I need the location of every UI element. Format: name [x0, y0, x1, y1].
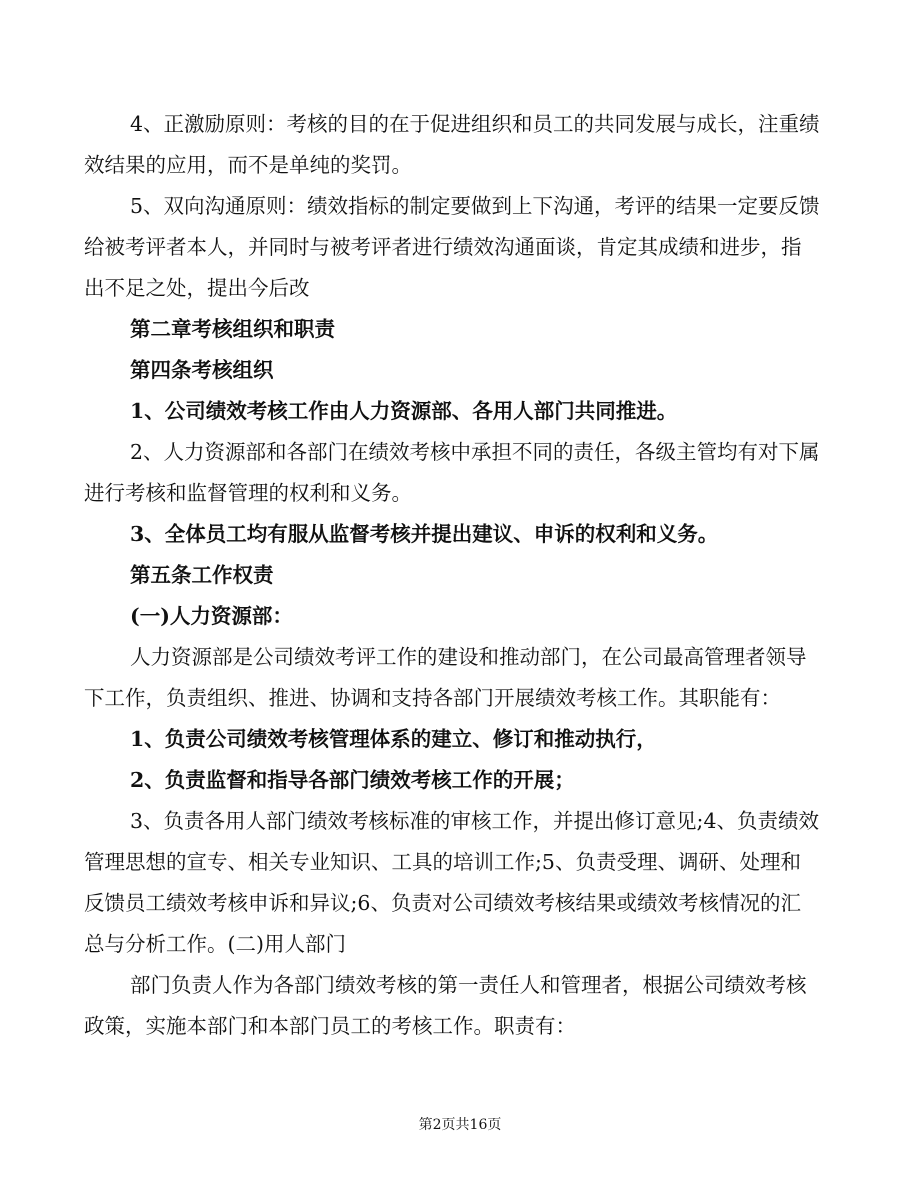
- para-1-line-2: 效结果的应用，而不是单纯的奖罚。: [84, 153, 412, 177]
- hr-duty-3-line-2: 管理思想的宣专、相关专业知识、工具的培训工作;5、负责受理、调研、处理和: [84, 850, 801, 874]
- hr-desc-line-1: 人力资源部是公司绩效考评工作的建设和推动部门，在公司最高管理者领导: [130, 645, 807, 669]
- para-item-2-line-2: 进行考核和监督管理的权利和义务。: [84, 481, 412, 505]
- para-2-line-3: 出不足之处，提出今后改: [84, 276, 310, 300]
- hr-duty-3-line-3: 反馈员工绩效考核申诉和异议;6、负责对公司绩效考核结果或绩效考核情况的汇: [84, 891, 801, 915]
- hr-desc-line-2: 下工作，负责组织、推进、协调和支持各部门开展绩效考核工作。其职能有：: [84, 686, 781, 710]
- item-1-bold: 1、公司绩效考核工作由人力资源部、各用人部门共同推进。: [130, 399, 678, 423]
- article-4-heading: 第四条考核组织: [130, 358, 274, 382]
- dept-desc-line-1: 部门负责人作为各部门绩效考核的第一责任人和管理者，根据公司绩效考核: [130, 973, 807, 997]
- item-3-bold: 3、全体员工均有服从监督考核并提出建议、申诉的权利和义务。: [130, 522, 719, 546]
- page-number-footer: 第2页共16页: [418, 1117, 502, 1133]
- dept-desc-line-2: 政策，实施本部门和本部门员工的考核工作。职责有：: [84, 1014, 576, 1038]
- hr-duty-1: 1、负责公司绩效考核管理体系的建立、修订和推动执行，: [130, 727, 657, 751]
- chapter-heading: 第二章考核组织和职责: [130, 317, 335, 341]
- para-item-2-line-1: 2、人力资源部和各部门在绩效考核中承担不同的责任，各级主管均有对下属: [130, 440, 820, 464]
- para-2-line-1: 5、双向沟通原则：绩效指标的制定要做到上下沟通，考评的结果一定要反馈: [130, 194, 820, 218]
- article-5-heading: 第五条工作权责: [130, 563, 274, 587]
- hr-duty-3-line-4: 总与分析工作。(二)用人部门: [84, 932, 346, 956]
- para-1-line-1: 4、正激励原则：考核的目的在于促进组织和员工的共同发展与成长，注重绩: [130, 112, 820, 136]
- hr-duty-3-line-1: 3、负责各用人部门绩效考核标准的审核工作，并提出修订意见;4、负责绩效: [130, 809, 819, 833]
- para-2-line-2: 给被考评者本人，并同时与被考评者进行绩效沟通面谈，肯定其成绩和进步，指: [84, 235, 802, 259]
- hr-duty-2: 2、负责监督和指导各部门绩效考核工作的开展；: [130, 768, 575, 792]
- hr-dept-heading: (一)人力资源部：: [130, 604, 293, 628]
